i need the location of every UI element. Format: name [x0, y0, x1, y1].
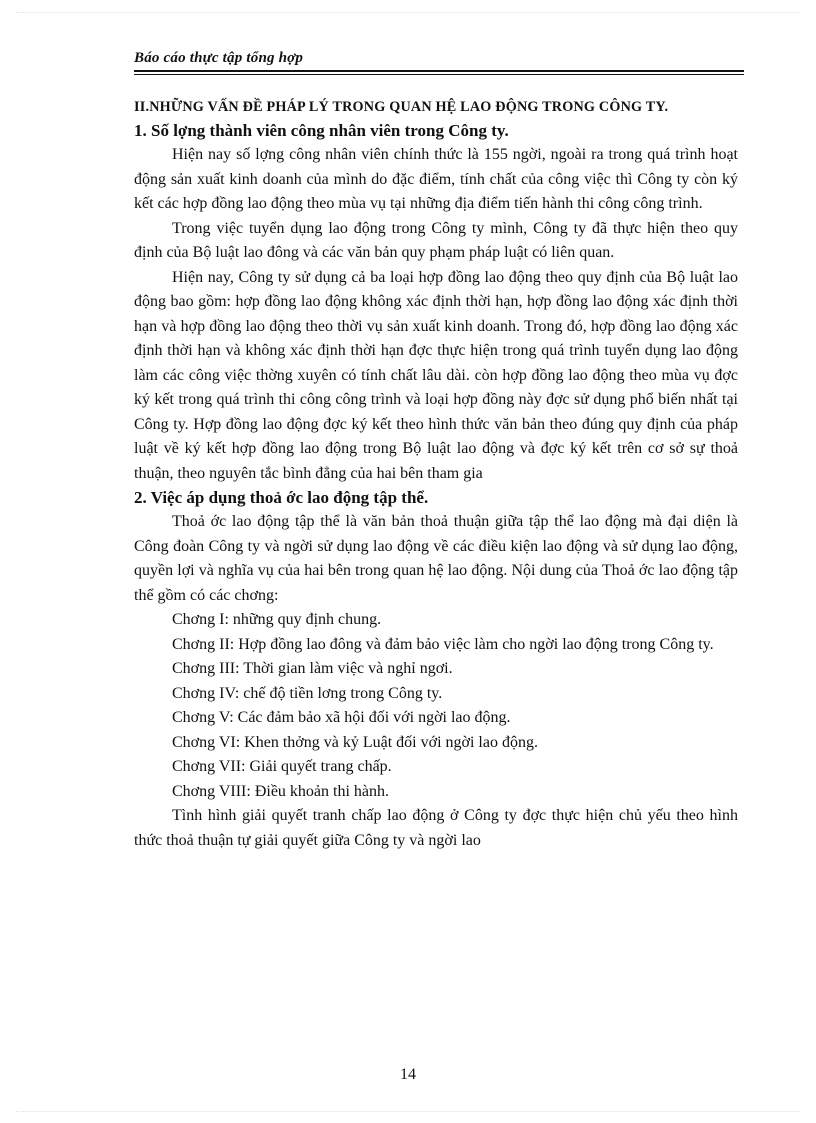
- header-rule-thin: [134, 74, 744, 75]
- page-header: [134, 49, 744, 75]
- chapter-item: Chơng VI: Khen thởng và kỷ Luật đối với ngời lao động.: [172, 733, 538, 751]
- part2-heading: 2. Việc áp dụng thoả ớc lao động tập thể.: [134, 488, 429, 507]
- paragraph: Hiện nay, Công ty sử dụng cả ba loại hợp đồng lao động theo quy định của Bộ luật lao động bao gồm: hợp đồng lao động không xác định thời hạn, hợp đồng lao động xác định thời hạn và hợp đồng lao động theo thời vụ sản xuất kinh doanh. Trong đó, hợp đồng lao động xác định thời hạn và không xác định thời hạn đợc thực hiện trong quá trình tuyển dụng lao động làm các công việc thờng xuyên có tính chất lâu dài. còn hợp đồng lao động theo mùa vụ đợc ký kết trong quá trình thi công công trình và loại hợp đồng này đợc sử dụng phổ biến nhất tại Công ty. Hợp đồng lao động đợc ký kết theo hình thức văn bản theo đúng quy định của pháp luật về ký kết hợp đồng lao động trong Bộ luật lao động và đợc ký kết trên cơ sở sự thoả thuận, theo nguyên tắc bình đẳng của hai bên tham gia: [134, 268, 738, 482]
- paragraph: Thoả ớc lao động tập thể là văn bản thoả thuận giữa tập thể lao động mà đại diện là Công đoàn Công ty và ngời sử dụng lao động về các điều kiện lao động và sử dụng lao động, quyền lợi và nghĩa vụ của hai bên trong quan hệ lao động. Nội dung của Thoả ớc lao động tập thể gồm có các chơng:: [134, 513, 738, 604]
- part1-heading: 1. Số lợng thành viên công nhân viên trong Công ty.: [134, 121, 509, 140]
- page-number: 14: [400, 1066, 416, 1083]
- paragraph: Trong việc tuyển dụng lao động trong Công ty mình, Công ty đã thực hiện theo quy định của Bộ luật lao đông và các văn bản quy phạm pháp luật có liên quan.: [134, 219, 738, 261]
- chapter-item: Chơng VIII: Điều khoản thi hành.: [172, 782, 390, 800]
- paragraph: Hiện nay số lợng công nhân viên chính thức là 155 ngời, ngoài ra trong quá trình hoạt động sản xuất kinh doanh của mình do đặc điểm, tính chất của công việc thì Công ty còn ký kết các hợp đồng lao động theo mùa vụ tại những địa điểm tiến hành thi công công trình.: [134, 146, 738, 212]
- paragraph: Tình hình giải quyết tranh chấp lao động ở Công ty đợc thực hiện chủ yếu theo hình thức thoả thuận tự giải quyết giữa Công ty và ngời lao: [134, 807, 738, 849]
- document-body: [134, 97, 738, 853]
- chapter-item: Chơng III: Thời gian làm việc và nghỉ ngơi.: [172, 660, 453, 677]
- chapter-item: Chơng V: Các đảm bảo xã hội đối với ngời lao động.: [172, 709, 511, 726]
- header-rule-thick: [134, 70, 744, 72]
- chapter-item: Chơng I: những quy định chung.: [172, 611, 382, 628]
- chapter-item: Chơng VII: Giải quyết trang chấp.: [172, 758, 392, 775]
- header-title: Báo cáo thực tập tổng hợp: [134, 50, 304, 66]
- chapter-item: Chơng IV: chế độ tiền lơng trong Công ty.: [172, 684, 443, 702]
- section-title: II.NHỮNG VẤN ĐỀ PHÁP LÝ TRONG QUAN HỆ LAO ĐỘNG TRONG CÔNG TY.: [134, 99, 669, 115]
- chapter-item: Chơng II: Hợp đồng lao đông và đảm bảo việc làm cho ngời lao động trong Công ty.: [172, 635, 714, 653]
